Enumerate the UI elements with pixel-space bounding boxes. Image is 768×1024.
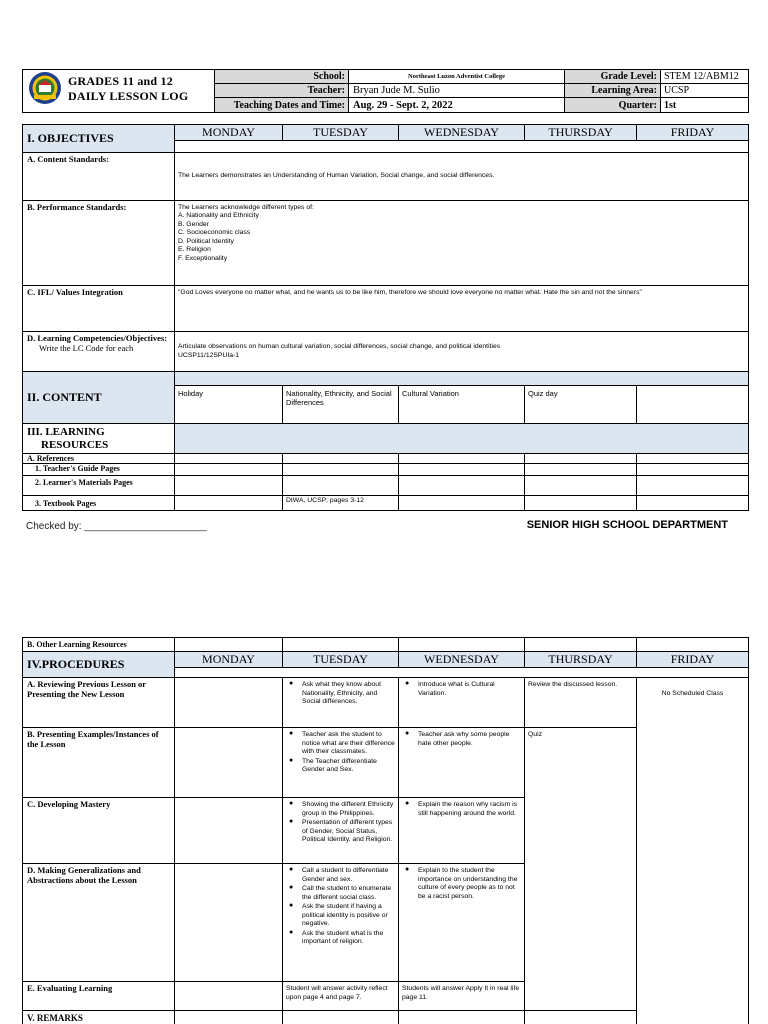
title-daily-lesson-log: DAILY LESSON LOG — [68, 89, 189, 103]
day-monday: MONDAY — [175, 125, 283, 141]
checked-by: Checked by: ______________________ — [26, 521, 207, 532]
performance-standards-text — [175, 201, 749, 286]
quarter-label: Quarter: — [565, 98, 661, 113]
content-heading: II. CONTENT — [23, 372, 175, 424]
performance-item: E. Religion — [178, 246, 211, 254]
presenting-tuesday — [283, 728, 399, 798]
ifl-values-text: "God Loves everyone no matter what, and he wants us to be like him, therefore we should love everyone no matter what. Hate the sin and not the sinners" — [175, 286, 749, 332]
performance-standards-label: B. Performance Standards: — [23, 201, 175, 286]
textbook-pages-label: 3. Textbook Pages — [23, 496, 175, 511]
evaluating-wednesday: Students will answer Apply It in real life page 11. — [399, 982, 525, 1011]
presenting-wednesday — [399, 728, 525, 798]
competencies-label — [23, 332, 175, 372]
competencies-value: Articulate observations on human cultural variation, social differences, social change, and political identities — [178, 343, 501, 351]
competencies-label-text: D. Learning Competencies/Objectives: — [27, 333, 167, 343]
learning-resources-line2: RESOURCES — [41, 438, 109, 451]
grade-level-value: STEM 12/ABM12 — [661, 70, 749, 84]
objectives-blank-row — [175, 141, 749, 153]
school-value: Northeast Luzon Adventist College — [349, 70, 565, 84]
school-label: School: — [215, 70, 349, 84]
learning-resources-heading — [23, 424, 175, 454]
reviewing-thursday: Review the discussed lesson. — [525, 678, 637, 728]
reviewing-label: A. Reviewing Previous Lesson or Presenting the New Lesson — [23, 678, 175, 728]
list-item: ● Ask the student if having a political identity is positive or negative. — [286, 903, 395, 928]
competencies-sub: Write the LC Code for each — [39, 342, 134, 353]
grade-level-label: Grade Level: — [565, 70, 661, 84]
content-friday — [637, 386, 749, 424]
performance-item: D. Political Identity — [178, 237, 234, 245]
list-item: ● Presentation of different types of Gender, Social Status, Political Identity, and Religion. — [286, 819, 395, 844]
content-tuesday: Nationality, Ethnicity, and Social Differences — [283, 386, 399, 424]
mastery-tuesday — [283, 798, 399, 864]
list-item: ● The Teacher differentiate Gender and Sex. — [286, 758, 395, 775]
reviewing-wednesday — [399, 678, 525, 728]
performance-item: A. Nationality and Ethnicity — [178, 212, 259, 220]
teacher-label: Teacher: — [215, 84, 349, 98]
list-item: ● Teacher ask why some people hate other people. — [402, 731, 521, 748]
lesson-log-table-page2 — [22, 637, 749, 1024]
list-item: ● Teacher ask the student to notice what are their difference with their classmates. — [286, 731, 395, 756]
presenting-label: B. Presenting Examples/Instances of the Lesson — [23, 728, 175, 798]
learning-area-value: UCSP — [661, 84, 749, 98]
mastery-wednesday — [399, 798, 525, 864]
day-thursday: THURSDAY — [525, 125, 637, 141]
generalizing-label: D. Making Generalizations and Abstractions about the Lesson — [23, 864, 175, 982]
resources-blue-row — [175, 424, 749, 454]
evaluating-label: E. Evaluating Learning — [23, 982, 175, 1011]
performance-item: F. Exceptionality — [178, 254, 228, 262]
lc-code: UCSP11/12SPUIa-1 — [178, 351, 240, 359]
learning-area-label: Learning Area: — [565, 84, 661, 98]
performance-intro: The Learners acknowledge different types of: — [178, 204, 314, 211]
competencies-text — [175, 332, 749, 372]
list-item: ● Ask the student what is the important of religion. — [286, 930, 395, 947]
title-grades: GRADES 11 and 12 — [68, 74, 173, 88]
content-standards-text: The Learners demonstrates an Understanding of Human Variation, Social change, and social differences. — [175, 153, 749, 201]
teachers-guide-label: 1. Teacher's Guide Pages — [23, 464, 175, 476]
list-item: ● Explain the reason why racism is still happening around the world. — [402, 801, 521, 818]
list-item: ● Explain to the student the importance on understanding the culture of every people as to not be a racist person. — [402, 867, 521, 901]
title-box — [22, 69, 215, 113]
list-item: ● Call a student to differentiate Gender and sex. — [286, 867, 395, 884]
list-item: ● Call the student to enumerate the different social class. — [286, 885, 395, 902]
mastery-label: C. Developing Mastery — [23, 798, 175, 864]
textbook-pages-tuesday: DIWA, UCSP; pages 3-12 — [283, 496, 399, 511]
day-friday: FRIDAY — [637, 125, 749, 141]
content-wednesday: Cultural Variation — [399, 386, 525, 424]
generalizing-tuesday — [283, 864, 399, 982]
remarks-label: V. REMARKS — [23, 1011, 175, 1024]
day-tuesday: TUESDAY — [283, 125, 399, 141]
presenting-thursday: Quiz — [525, 728, 637, 1011]
learners-materials-label: 2. Learner's Materials Pages — [23, 476, 175, 496]
day-monday-p2: MONDAY — [175, 652, 283, 668]
content-blue-row — [175, 372, 749, 386]
objectives-heading: I. OBJECTIVES — [23, 125, 175, 153]
ifl-values-label: C. IFL/ Values Integration — [23, 286, 175, 332]
teaching-dates-value: Aug. 29 - Sept. 2, 2022 — [349, 98, 565, 113]
performance-item: C. Socioeconomic class — [178, 229, 251, 237]
day-wednesday: WEDNESDAY — [399, 125, 525, 141]
references-label: A. References — [23, 454, 175, 464]
content-standards-label: A. Content Standards: — [23, 153, 175, 201]
procedures-blank-row — [175, 668, 749, 678]
content-monday: Holiday — [175, 386, 283, 424]
day-tuesday-p2: TUESDAY — [283, 652, 399, 668]
friday-no-class: No Scheduled Class — [637, 678, 749, 1024]
day-thursday-p2: THURSDAY — [525, 652, 637, 668]
procedures-heading: IV.PROCEDURES — [23, 652, 175, 678]
department-label: SENIOR HIGH SCHOOL DEPARTMENT — [526, 519, 728, 531]
learning-resources-line1: III. LEARNING — [27, 426, 105, 438]
content-thursday: Quiz day — [525, 386, 637, 424]
day-wednesday-p2: WEDNESDAY — [399, 652, 525, 668]
other-resources-label: B. Other Learning Resources — [23, 638, 175, 652]
generalizing-wednesday — [399, 864, 525, 982]
list-item: ● Ask what they know about Nationality, Ethnicity, and Social differences. — [286, 681, 395, 706]
lesson-log-table-page1 — [22, 124, 749, 511]
list-item: ● Introduce what is Cultural Variation. — [402, 681, 521, 698]
performance-item: B. Gender — [178, 220, 209, 228]
quarter-value: 1st — [661, 98, 749, 113]
teacher-value: Bryan Jude M. Sulio — [349, 84, 565, 98]
evaluating-tuesday: Student will answer activity reflect upon page 4 and page 7. — [283, 982, 399, 1011]
day-friday-p2: FRIDAY — [637, 652, 749, 668]
teaching-dates-label: Teaching Dates and Time: — [215, 98, 349, 113]
list-item: ● Showing the different Ethnicity group in the Philippines. — [286, 801, 395, 818]
reviewing-tuesday — [283, 678, 399, 728]
header-info-table — [214, 69, 749, 113]
